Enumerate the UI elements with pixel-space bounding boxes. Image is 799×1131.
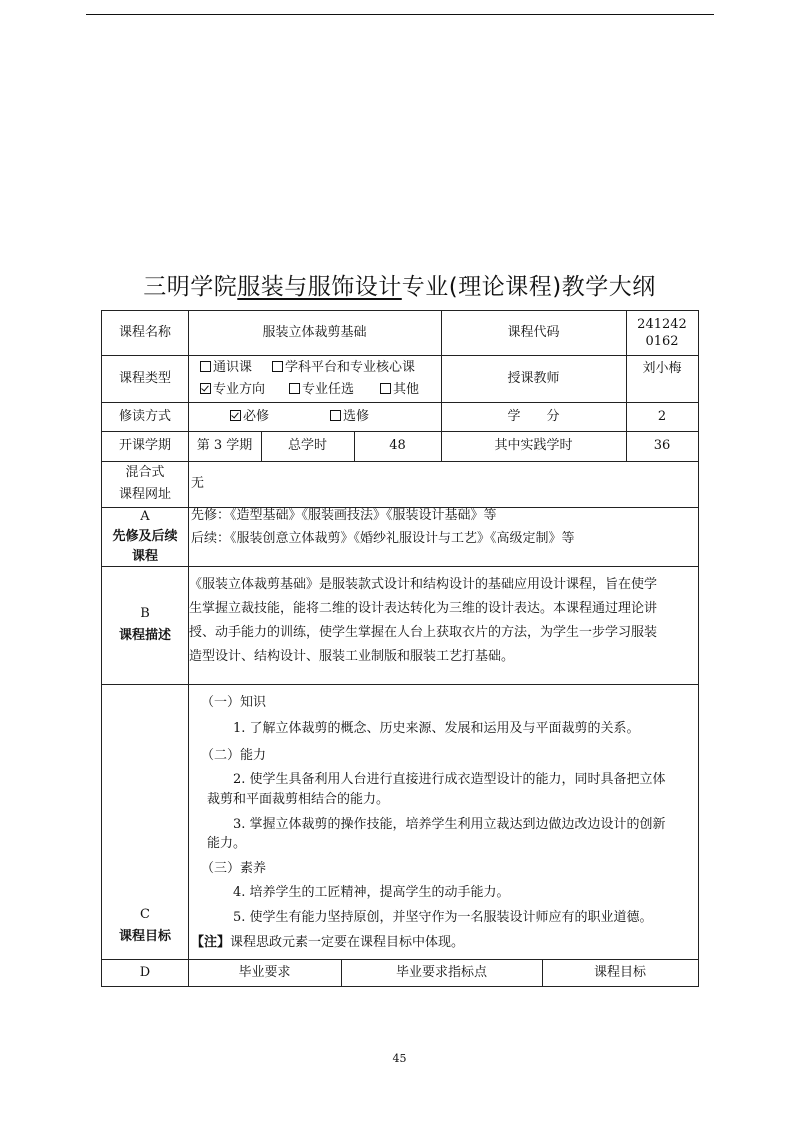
header-rule	[86, 14, 714, 15]
course-code-label: 课程代码	[507, 325, 560, 340]
section-c-title: 课程目标	[118, 929, 171, 944]
note-text: 课程思政元素一定要在课程目标中体现。	[230, 935, 465, 950]
knowledge-heading: （一）知识	[201, 695, 267, 710]
objective-4: 4. 培养学生的工匠精神，提高学生的动手能力。	[233, 885, 510, 900]
course-type-option-core[interactable]: 学科平台和专业核心课	[272, 357, 415, 379]
course-type-option-direction[interactable]: 专业方向	[200, 379, 265, 401]
title-school: 三明学院	[143, 274, 238, 300]
objective-3-line2: 能力。	[207, 836, 247, 851]
document-title	[0, 268, 799, 301]
course-objective-header: 课程目标	[593, 964, 646, 980]
course-objective-note	[191, 932, 464, 954]
checkbox-icon	[289, 383, 300, 394]
practice-hours-value: 36	[653, 438, 671, 453]
course-type-option-elective[interactable]: 专业任选	[289, 379, 354, 401]
ability-heading: （二）能力	[201, 748, 267, 763]
title-major: 服装与服饰设计	[237, 274, 402, 300]
course-code-value	[626, 311, 698, 355]
syllabus-table	[101, 310, 699, 987]
course-name-value: 服装立体裁剪基础	[262, 325, 367, 340]
title-suffix: 专业(理论课程)教学大纲	[401, 274, 656, 300]
page-number: 45	[392, 1052, 407, 1065]
section-b-label	[102, 566, 188, 684]
section-b-title: 课程描述	[118, 628, 171, 643]
section-a-label	[102, 507, 188, 566]
prerequisite-courses: 先修：《造型基础》《服装画技法》《服装设计基础》等	[191, 508, 497, 523]
study-mode-label: 修读方式	[118, 408, 171, 424]
checkbox-icon	[330, 410, 341, 421]
credit-label: 学 分	[507, 408, 560, 424]
total-hours-label: 总学时	[287, 438, 327, 453]
teacher-label: 授课教师	[507, 370, 560, 386]
course-name-label: 课程名称	[118, 325, 171, 340]
section-a-title-2: 课程	[131, 548, 158, 564]
course-type-label: 课程类型	[118, 370, 171, 386]
graduation-requirement-header: 毕业要求	[238, 964, 291, 980]
checkbox-icon	[200, 361, 211, 372]
objective-1: 1. 了解立体裁剪的概念、历史来源、发展和运用及与平面裁剪的关系。	[233, 721, 640, 736]
section-d-letter: D	[139, 964, 151, 980]
follow-up-courses: 后续：《服装创意立体裁剪》《婚纱礼服设计与工艺》《高级定制》等	[191, 531, 575, 546]
study-mode-elective[interactable]: 选修	[330, 406, 369, 428]
quality-heading: （三）素养	[201, 861, 267, 876]
section-a-title-1: 先修及后续	[112, 528, 178, 544]
checkbox-checked-icon	[200, 383, 211, 394]
course-code-line2: 0162	[645, 334, 679, 349]
blended-url-value: 无	[191, 476, 205, 491]
total-hours-value: 48	[389, 438, 406, 453]
objective-3-line1: 3. 掌握立体裁剪的操作技能，培养学生利用立裁达到边做边改边设计的创新	[233, 817, 666, 832]
blended-url-label: 混合式 课程网址	[118, 465, 171, 502]
practice-hours-label: 其中实践学时	[494, 438, 573, 453]
checkbox-icon	[272, 361, 283, 372]
note-bracket: 【注】	[191, 935, 231, 950]
checkbox-icon	[380, 383, 391, 394]
section-a-letter: A	[140, 508, 150, 524]
requirement-indicator-header: 毕业要求指标点	[395, 964, 487, 980]
course-type-option-other[interactable]: 其他	[380, 379, 419, 401]
section-c-label	[102, 896, 188, 956]
objective-5: 5. 使学生有能力坚持原创，并坚守作为一名服装设计师应有的职业道德。	[233, 910, 653, 925]
credit-value: 2	[657, 408, 667, 424]
course-description: 《服装立体裁剪基础》是服装款式设计和结构设计的基础应用设计课程，旨在使学 生掌握立裁技能，能将二维的设计表达转化为三维的设计表达。本课程通过理论讲 授、动手能力的训练，使学生掌握在人台上获取衣片的方法，为学生一步学习服装 造型设计、结构设计、服装工业制版和服装工艺打基础。	[189, 577, 658, 664]
objective-2-line2: 裁剪和平面裁剪相结合的能力。	[207, 792, 390, 807]
semester-label: 开课学期	[118, 438, 171, 453]
study-mode-required[interactable]: 必修	[230, 406, 269, 428]
checkbox-checked-icon	[230, 410, 241, 421]
section-b-letter: B	[140, 606, 150, 621]
section-c-letter: C	[140, 907, 150, 922]
objective-2-line1: 2. 使学生具备利用人台进行直接进行成衣造型设计的能力，同时具备把立体	[233, 772, 666, 787]
teacher-value: 刘小梅	[642, 361, 682, 376]
semester-value: 第 3 学期	[196, 438, 253, 453]
course-code-line1: 241242	[637, 317, 687, 332]
course-type-option-general[interactable]: 通识课	[200, 357, 252, 379]
